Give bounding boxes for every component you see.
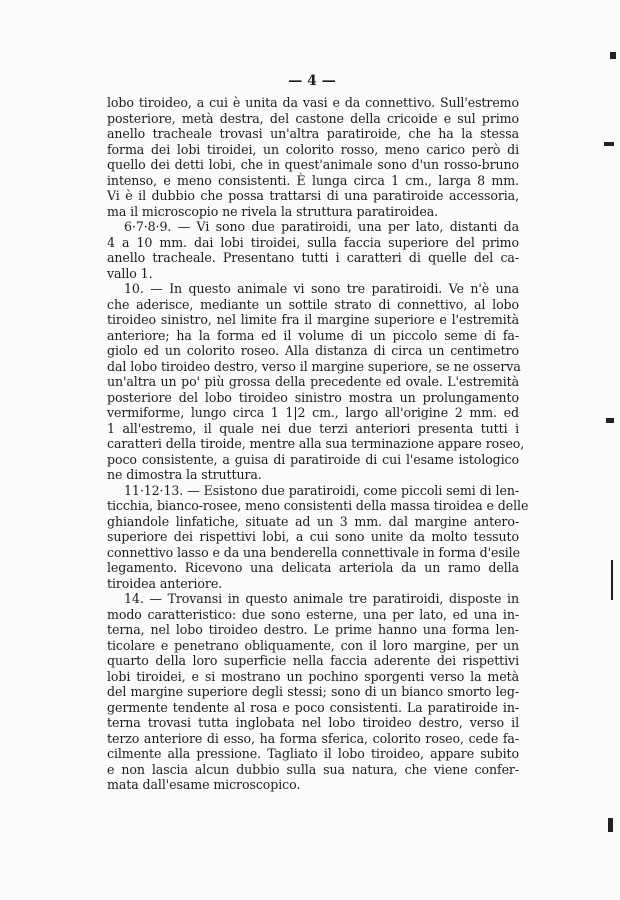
text-line: poco consistente, a guisa di paratiroide di cui l'esame istologico bbox=[107, 451, 519, 467]
text-line: anteriore; ha la forma ed il volume di un piccolo seme di fa- bbox=[107, 327, 519, 343]
text-line: connettivo lasso e da una benderella connettivale in forma d'esile bbox=[107, 544, 520, 560]
text-line: 4 a 10 mm. dai lobi tiroidei, sulla faccia superiore del primo bbox=[107, 234, 519, 250]
text-line: 1 all'estremo, il quale nei due terzi anteriori presenta tutti i bbox=[107, 420, 519, 436]
text-line: intenso, e meno consistenti. È lunga circa 1 cm., larga 8 mm. bbox=[107, 172, 519, 188]
text-line: 11·12·13. — Esistono due paratiroidi, come piccoli semi di len- bbox=[124, 482, 519, 498]
text-line: germente tendente al rosa e poco consistenti. La paratiroide in- bbox=[107, 699, 519, 715]
text-line: terna trovasi tutta inglobata nel lobo tiroideo destro, verso il bbox=[107, 715, 519, 730]
scan-mark bbox=[611, 560, 613, 600]
text-line: ma il microscopio ne rivela la struttura paratiroidea. bbox=[107, 203, 439, 219]
text-line: modo caratteristico: due sono esterne, una per lato, ed una in- bbox=[107, 606, 519, 622]
text-line: un'altra un po' più grossa della precedente ed ovale. L'estremità bbox=[107, 374, 519, 389]
text-line: terzo anteriore di esso, ha forma sferica, colorito roseo, cede fa- bbox=[107, 730, 519, 746]
text-line: e non lascia alcun dubbio sulla sua natura, che viene confer- bbox=[107, 761, 519, 777]
text-line: Vi è il dubbio che possa trattarsi di una paratiroide accessoria, bbox=[107, 188, 519, 203]
text-line: 14. — Trovansi in questo animale tre paratiroidi, disposte in bbox=[124, 591, 519, 606]
text-line: forma dei lobi tiroidei, un colorito rosso, meno carico però di bbox=[107, 141, 519, 157]
text-line: anello tracheale trovasi un'altra paratiroide, che ha la stessa bbox=[107, 126, 519, 141]
body-text bbox=[107, 95, 529, 793]
text-line: ghiandole linfatiche, situate ad un 3 mm. dal margine antero- bbox=[107, 513, 519, 529]
text-line: superiore dei rispettivi lobi, a cui sono unite da molto tessuto bbox=[107, 529, 519, 544]
text-line: quello dei detti lobi, che in quest'animale sono d'un rosso-bruno bbox=[107, 157, 519, 172]
text-line: tiroideo sinistro, nel limite fra il margine superiore e l'estremità bbox=[107, 312, 519, 327]
scan-mark bbox=[604, 142, 614, 146]
text-line: ne dimostra la struttura. bbox=[107, 467, 262, 482]
text-line: anello tracheale. Presentano tutti i caratteri di quelle del ca- bbox=[107, 250, 519, 265]
text-line: dal lobo tiroideo destro, verso il margine superiore, se ne osserva bbox=[107, 358, 521, 374]
text-line: cilmente alla pressione. Tagliato il lobo tiroideo, appare subito bbox=[107, 746, 519, 761]
text-line: vallo 1. bbox=[107, 265, 153, 281]
text-line: tiroidea anteriore. bbox=[107, 575, 223, 591]
text-line: del margine superiore degli stessi; sono di un bianco smorto leg- bbox=[107, 684, 519, 699]
text-line: ticolare e penetrano obliquamente, con il loro margine, per un bbox=[107, 637, 519, 653]
scan-mark bbox=[608, 818, 613, 832]
scan-mark bbox=[606, 418, 614, 423]
text-line: posteriore del lobo tiroideo sinistro mostra un prolungamento bbox=[107, 389, 519, 405]
text-line: lobi tiroidei, e si mostrano un pochino sporgenti verso la metà bbox=[107, 668, 519, 684]
text-line: 10. — In questo animale vi sono tre paratiroidi. Ve n'è una bbox=[124, 281, 519, 296]
text-line: lobo tiroideo, a cui è unita da vasi e da connettivo. Sull'estremo bbox=[107, 95, 519, 110]
text-line: quarto della loro superficie nella faccia aderente dei rispettivi bbox=[107, 653, 519, 668]
page-number: — 4 — bbox=[288, 73, 336, 89]
text-line: che aderisce, mediante un sottile strato di connettivo, al lobo bbox=[107, 296, 519, 312]
text-line: 6·7·8·9. — Vi sono due paratiroidi, una per lato, distanti da bbox=[124, 219, 519, 234]
text-line: vermiforme, lungo circa 1 1|2 cm., largo all'origine 2 mm. ed bbox=[107, 405, 519, 420]
text-line: caratteri della tiroide, mentre alla sua terminazione appare roseo, bbox=[107, 436, 525, 451]
text-line: giolo ed un colorito roseo. Alla distanza di circa un centimetro bbox=[107, 343, 519, 358]
text-line: ticchia, bianco-rosee, meno consistenti della massa tiroidea e delle bbox=[107, 498, 529, 513]
text-line: terna, nel lobo tiroideo destro. Le prime hanno una forma len- bbox=[107, 622, 519, 637]
text-line: mata dall'esame microscopico. bbox=[107, 777, 301, 792]
text-line: posteriore, metà destra, del castone della cricoide e sul primo bbox=[107, 110, 519, 126]
text-line: legamento. Ricevono una delicata arteriola da un ramo della bbox=[107, 560, 519, 575]
scan-mark bbox=[610, 52, 616, 59]
